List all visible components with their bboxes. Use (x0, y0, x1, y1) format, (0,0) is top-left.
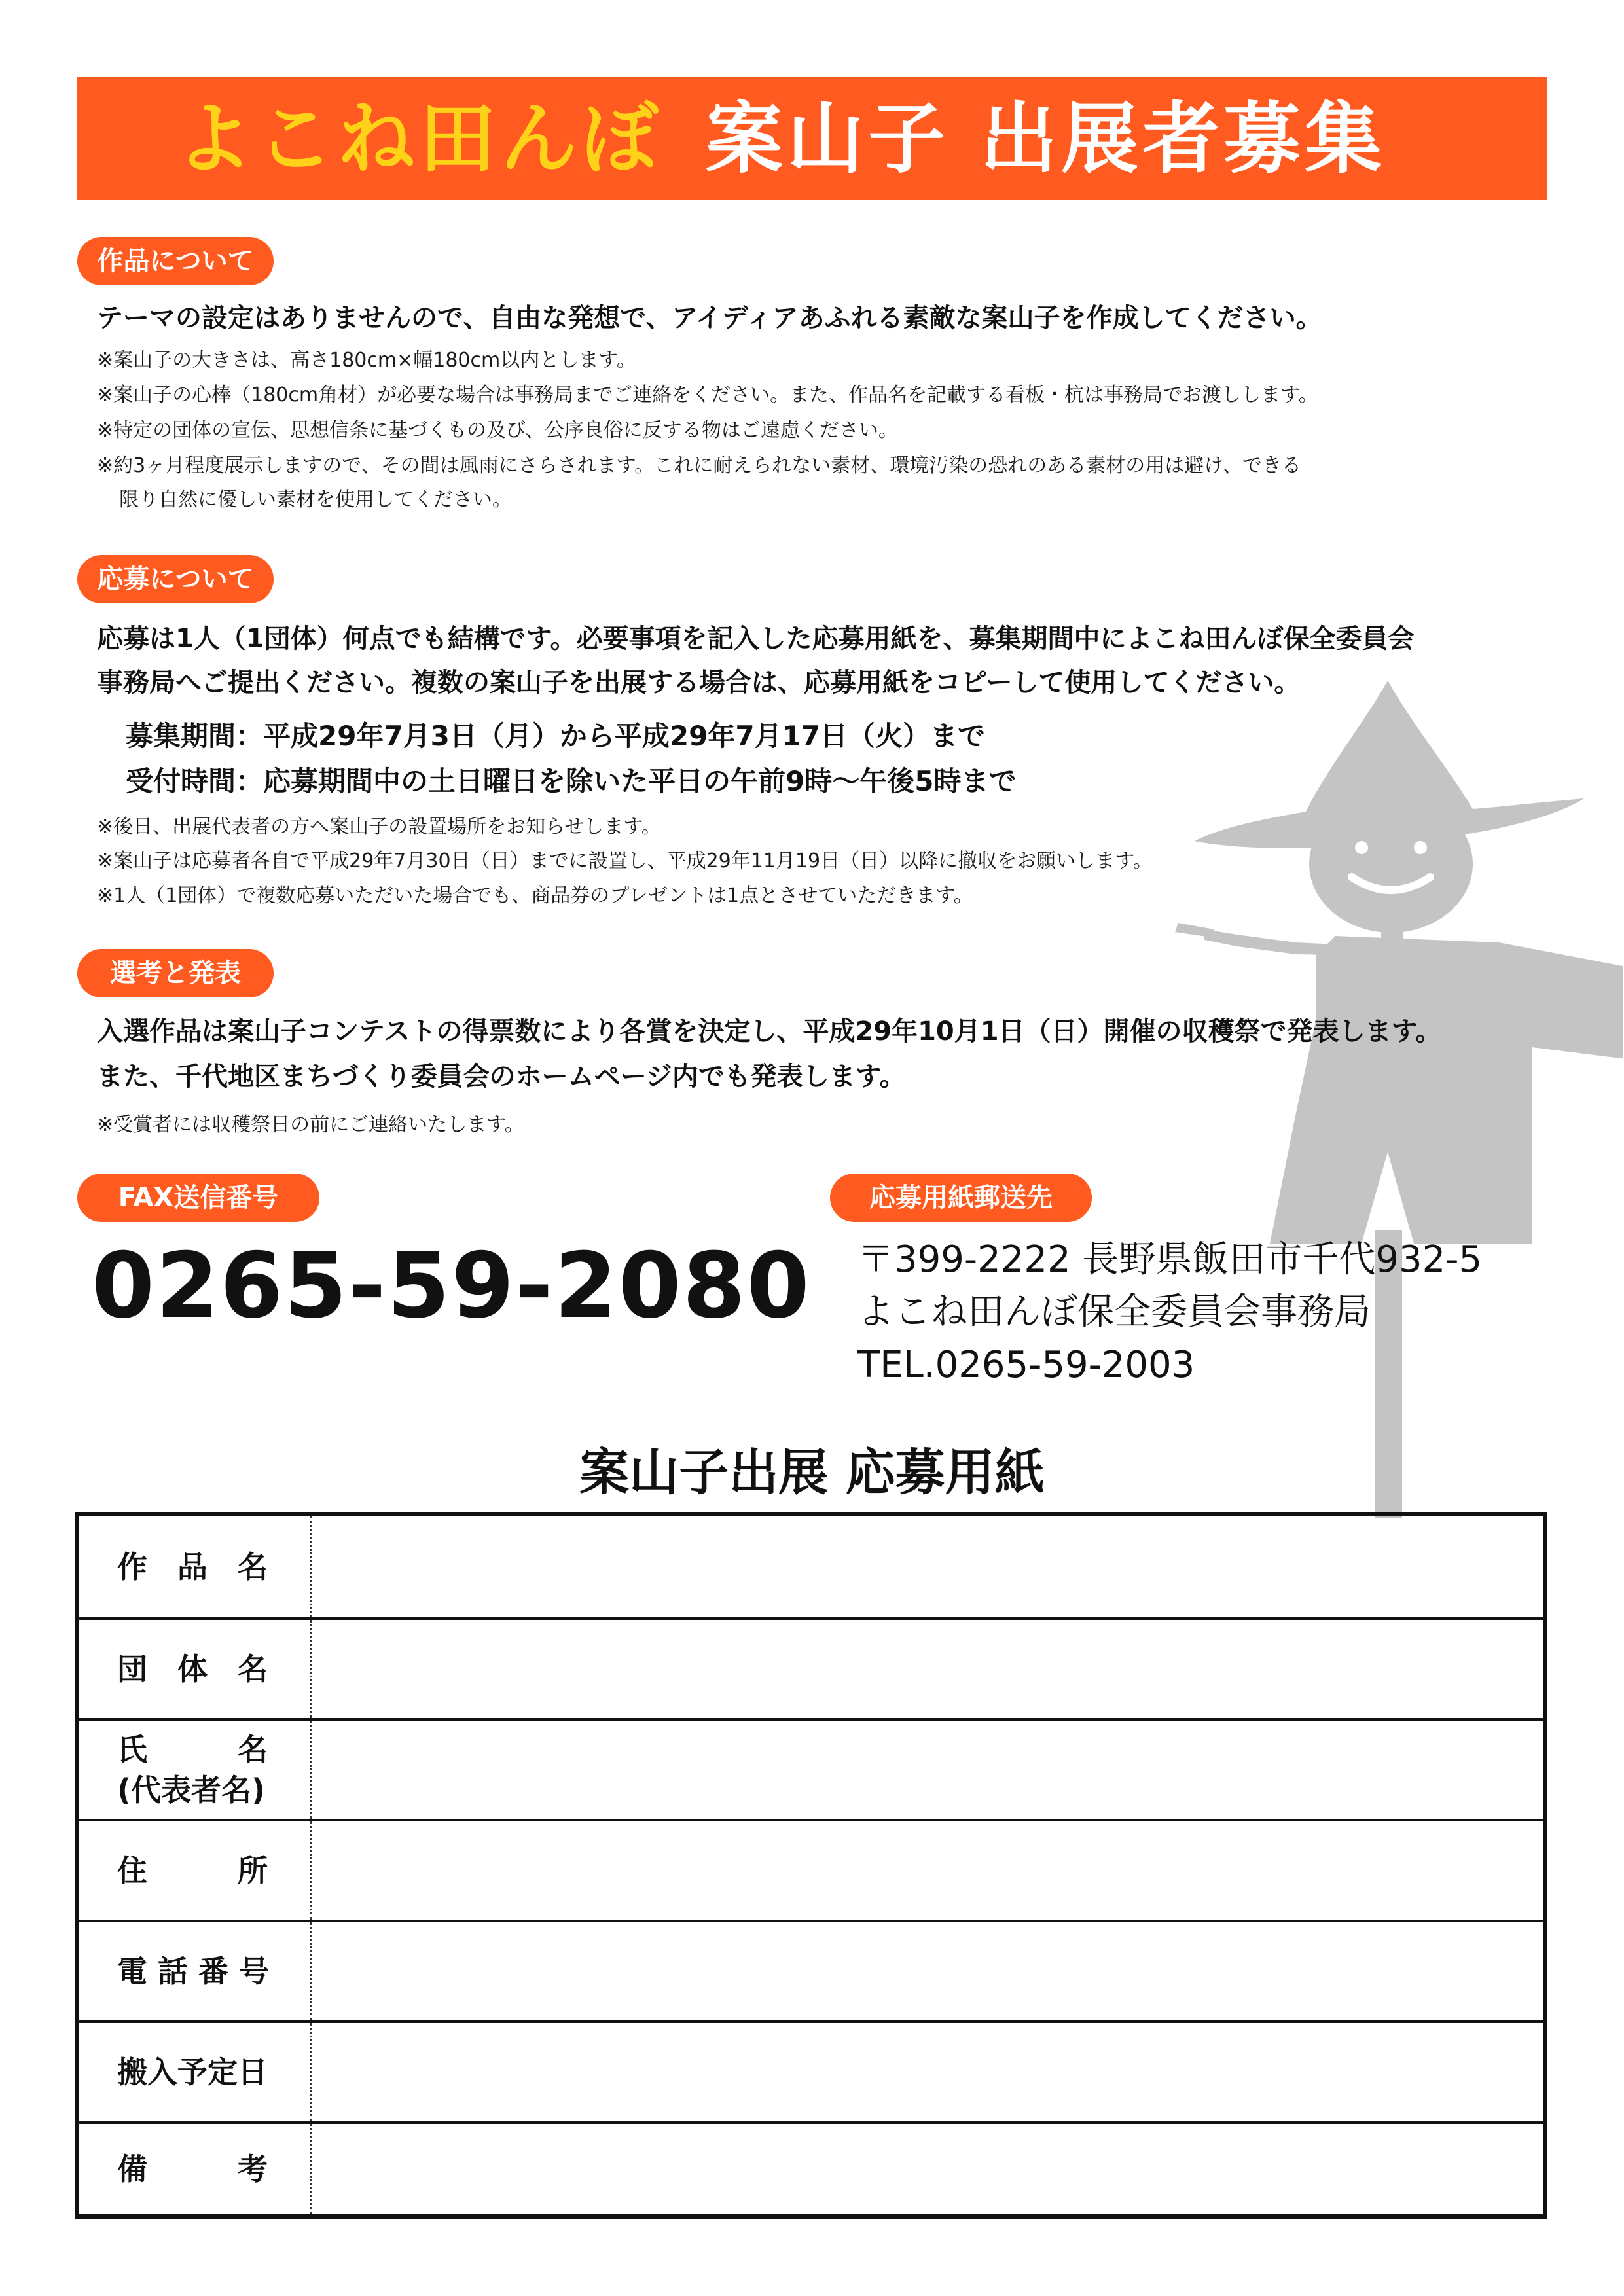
form-label: 電 話 番 号 (117, 1954, 270, 1989)
form-label: 搬入予定日 (117, 2054, 268, 2090)
section-label-selection: 選考と発表 (77, 949, 274, 997)
form-row-address (79, 1819, 1543, 1920)
mail-address-line: 〒399-2222 長野県飯田市千代932-5 (857, 1238, 1483, 1281)
selection-note: ※受賞者には収穫祭日の前にご連絡いたします。 (97, 1113, 524, 1136)
form-label: 団 体 名 (117, 1651, 268, 1687)
address-field[interactable] (312, 1821, 1543, 1920)
application-hours: 受付時間：応募期間中の土日曜日を除いた平日の午前9時～午後5時まで (126, 765, 1017, 797)
form-row-representative-name (79, 1718, 1543, 1819)
works-note: 限り自然に優しい素材を使用してください。 (119, 488, 512, 511)
event-logo: よこね田んぼ (175, 94, 663, 184)
application-note: ※案山子は応募者各自で平成29年7月30日（日）までに設置し、平成29年11月19日（日）以降に撤収をお願いします。 (97, 850, 1153, 872)
application-note: ※後日、出展代表者の方へ案山子の設置場所をお知らせします。 (97, 816, 661, 838)
mail-label: 応募用紙郵送先 (830, 1174, 1092, 1222)
work-title-field[interactable] (312, 1516, 1543, 1617)
application-form-table (75, 1512, 1547, 2219)
works-note: ※案山子の大きさは、高さ180cm×幅180cm以内とします。 (97, 349, 636, 372)
delivery-date-field[interactable] (312, 2023, 1543, 2121)
phone-field[interactable] (312, 1922, 1543, 2020)
selection-lead: また、千代地区まちづくり委員会のホームページ内でも発表します。 (97, 1062, 906, 1092)
application-lead: 応募は1人（1団体）何点でも結構です。必要事項を記入した応募用紙を、募集期間中によこね田んぼ保全委員会 (97, 624, 1415, 654)
form-label: 住 所 (117, 1853, 268, 1888)
header-banner (77, 77, 1547, 200)
form-label: 作 品 名 (117, 1549, 268, 1585)
mail-address-line: よこね田んぼ保全委員会事務局 (857, 1291, 1371, 1333)
representative-name-field[interactable] (312, 1721, 1543, 1819)
works-note: ※約3ヶ月程度展示しますので、その間は風雨にさらされます。これに耐えられない素材、環境汚染の恐れのある素材の用は避け、できる (97, 454, 1302, 477)
group-name-field[interactable] (312, 1620, 1543, 1718)
form-label: 備 考 (117, 2151, 268, 2187)
works-note: ※案山子の心棒（180cm角材）が必要な場合は事務局までご連絡をください。また、作品名を記載する看板・杭は事務局でお渡しします。 (97, 384, 1318, 406)
form-row-phone (79, 1920, 1543, 2020)
section-label-application: 応募について (77, 555, 274, 603)
remarks-field[interactable] (312, 2124, 1543, 2214)
application-period: 募集期間：平成29年7月3日（月）から平成29年7月17日（火）まで (126, 720, 986, 752)
form-row-delivery-date (79, 2020, 1543, 2121)
scarecrow-illustration (1165, 655, 1623, 1518)
application-lead: 事務局へご提出ください。複数の案山子を出展する場合は、応募用紙をコピーして使用してください。 (97, 668, 1301, 698)
works-lead: テーマの設定はありませんので、自由な発想で、アイディアあふれる素敵な案山子を作成してください。 (97, 303, 1322, 333)
fax-number: 0265-59-2080 (92, 1233, 811, 1338)
form-row-remarks (79, 2121, 1543, 2214)
form-title: 案山子出展 応募用紙 (579, 1443, 1045, 1501)
page-title: 案山子 出展者募集 (706, 94, 1386, 184)
selection-lead: 入選作品は案山子コンテストの得票数により各賞を決定し、平成29年10月1日（日）開催の収穫祭で発表します。 (97, 1016, 1442, 1047)
fax-label: FAX送信番号 (77, 1174, 319, 1222)
works-note: ※特定の団体の宣伝、思想信条に基づくもの及び、公序良俗に反する物はご遠慮ください。 (97, 419, 898, 442)
form-row-work-title (79, 1516, 1543, 1617)
mail-phone: TEL.0265-59-2003 (857, 1344, 1195, 1386)
application-note: ※1人（1団体）で複数応募いただいた場合でも、商品券のプレゼントは1点とさせていただきます。 (97, 884, 973, 907)
form-label: 氏 名 (代表者名) (117, 1732, 268, 1808)
section-label-works: 作品について (77, 237, 274, 285)
form-row-group-name (79, 1617, 1543, 1718)
